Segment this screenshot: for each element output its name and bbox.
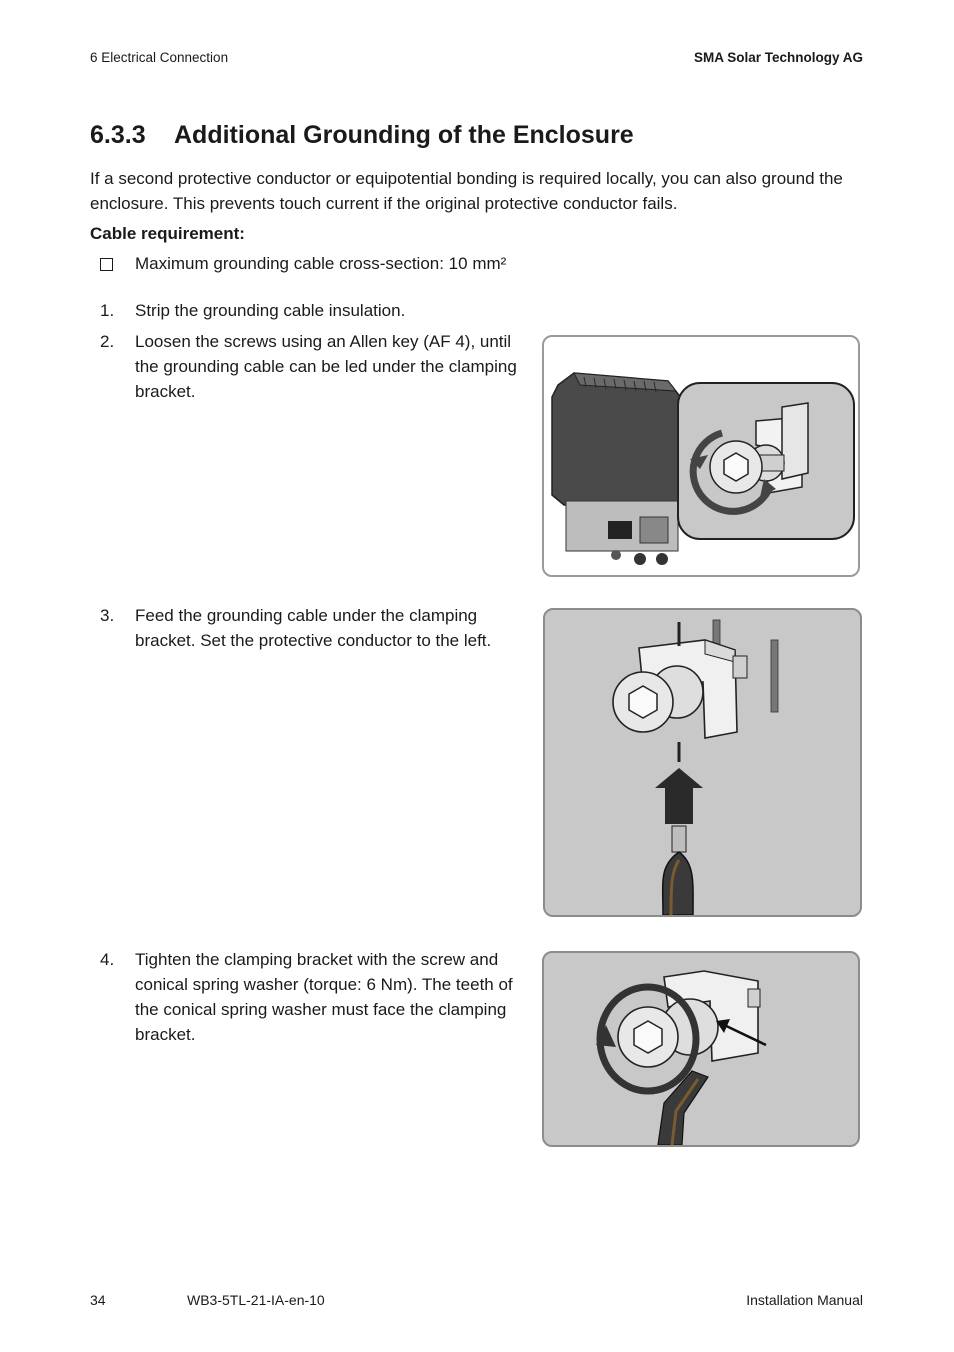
step-text: Tighten the clamping bracket with the screw and conical spring washer (torque: 6 Nm). The teeth of the conical spring washer must face the clamping bracket. — [135, 950, 513, 1044]
step-text: Feed the grounding cable under the clamping bracket. Set the protective conductor to the left. — [135, 606, 492, 650]
step-number: 3. — [100, 606, 115, 625]
running-header-section: 6 Electrical Connection — [90, 50, 229, 65]
cable-requirement-text: Maximum grounding cable cross-section: 10 mm² — [135, 254, 507, 273]
section-title — [90, 121, 634, 150]
tighten-illustration — [544, 953, 858, 1145]
figure-tighten-bracket — [542, 951, 860, 1147]
intro-paragraph: If a second protective conductor or equipotential bonding is required locally, you can also ground the enclosure. This prevents touch current if the original protective conductor fails. — [90, 169, 843, 213]
document-id: WB3-5TL-21-IA-en-10 — [187, 1292, 325, 1308]
section-heading: Additional Grounding of the Enclosure — [174, 121, 634, 149]
figure-feed-cable — [543, 608, 862, 917]
cable-feed-illustration — [545, 610, 860, 915]
document-title: Installation Manual — [746, 1292, 863, 1308]
checkbox-icon — [100, 258, 113, 271]
section-number: 6.3.3 — [90, 121, 146, 149]
step-text: Loosen the screws using an Allen key (AF 4), until the grounding cable can be led under the clamping bracket. — [135, 332, 517, 401]
figure-loosen-screw — [542, 335, 860, 577]
step-3 — [100, 603, 510, 653]
step-2 — [100, 329, 528, 404]
cable-requirement-item — [100, 254, 506, 274]
step-4 — [100, 947, 528, 1047]
step-number: 2. — [100, 332, 115, 351]
inverter-illustration — [544, 337, 858, 575]
step-1 — [100, 298, 530, 323]
step-number: 4. — [100, 950, 115, 969]
step-text: Strip the grounding cable insulation. — [135, 301, 406, 320]
step-number: 1. — [100, 301, 115, 320]
page-number: 34 — [90, 1292, 106, 1308]
running-header-company: SMA Solar Technology AG — [693, 50, 863, 65]
cable-requirement-label: Cable requirement: — [90, 224, 245, 243]
